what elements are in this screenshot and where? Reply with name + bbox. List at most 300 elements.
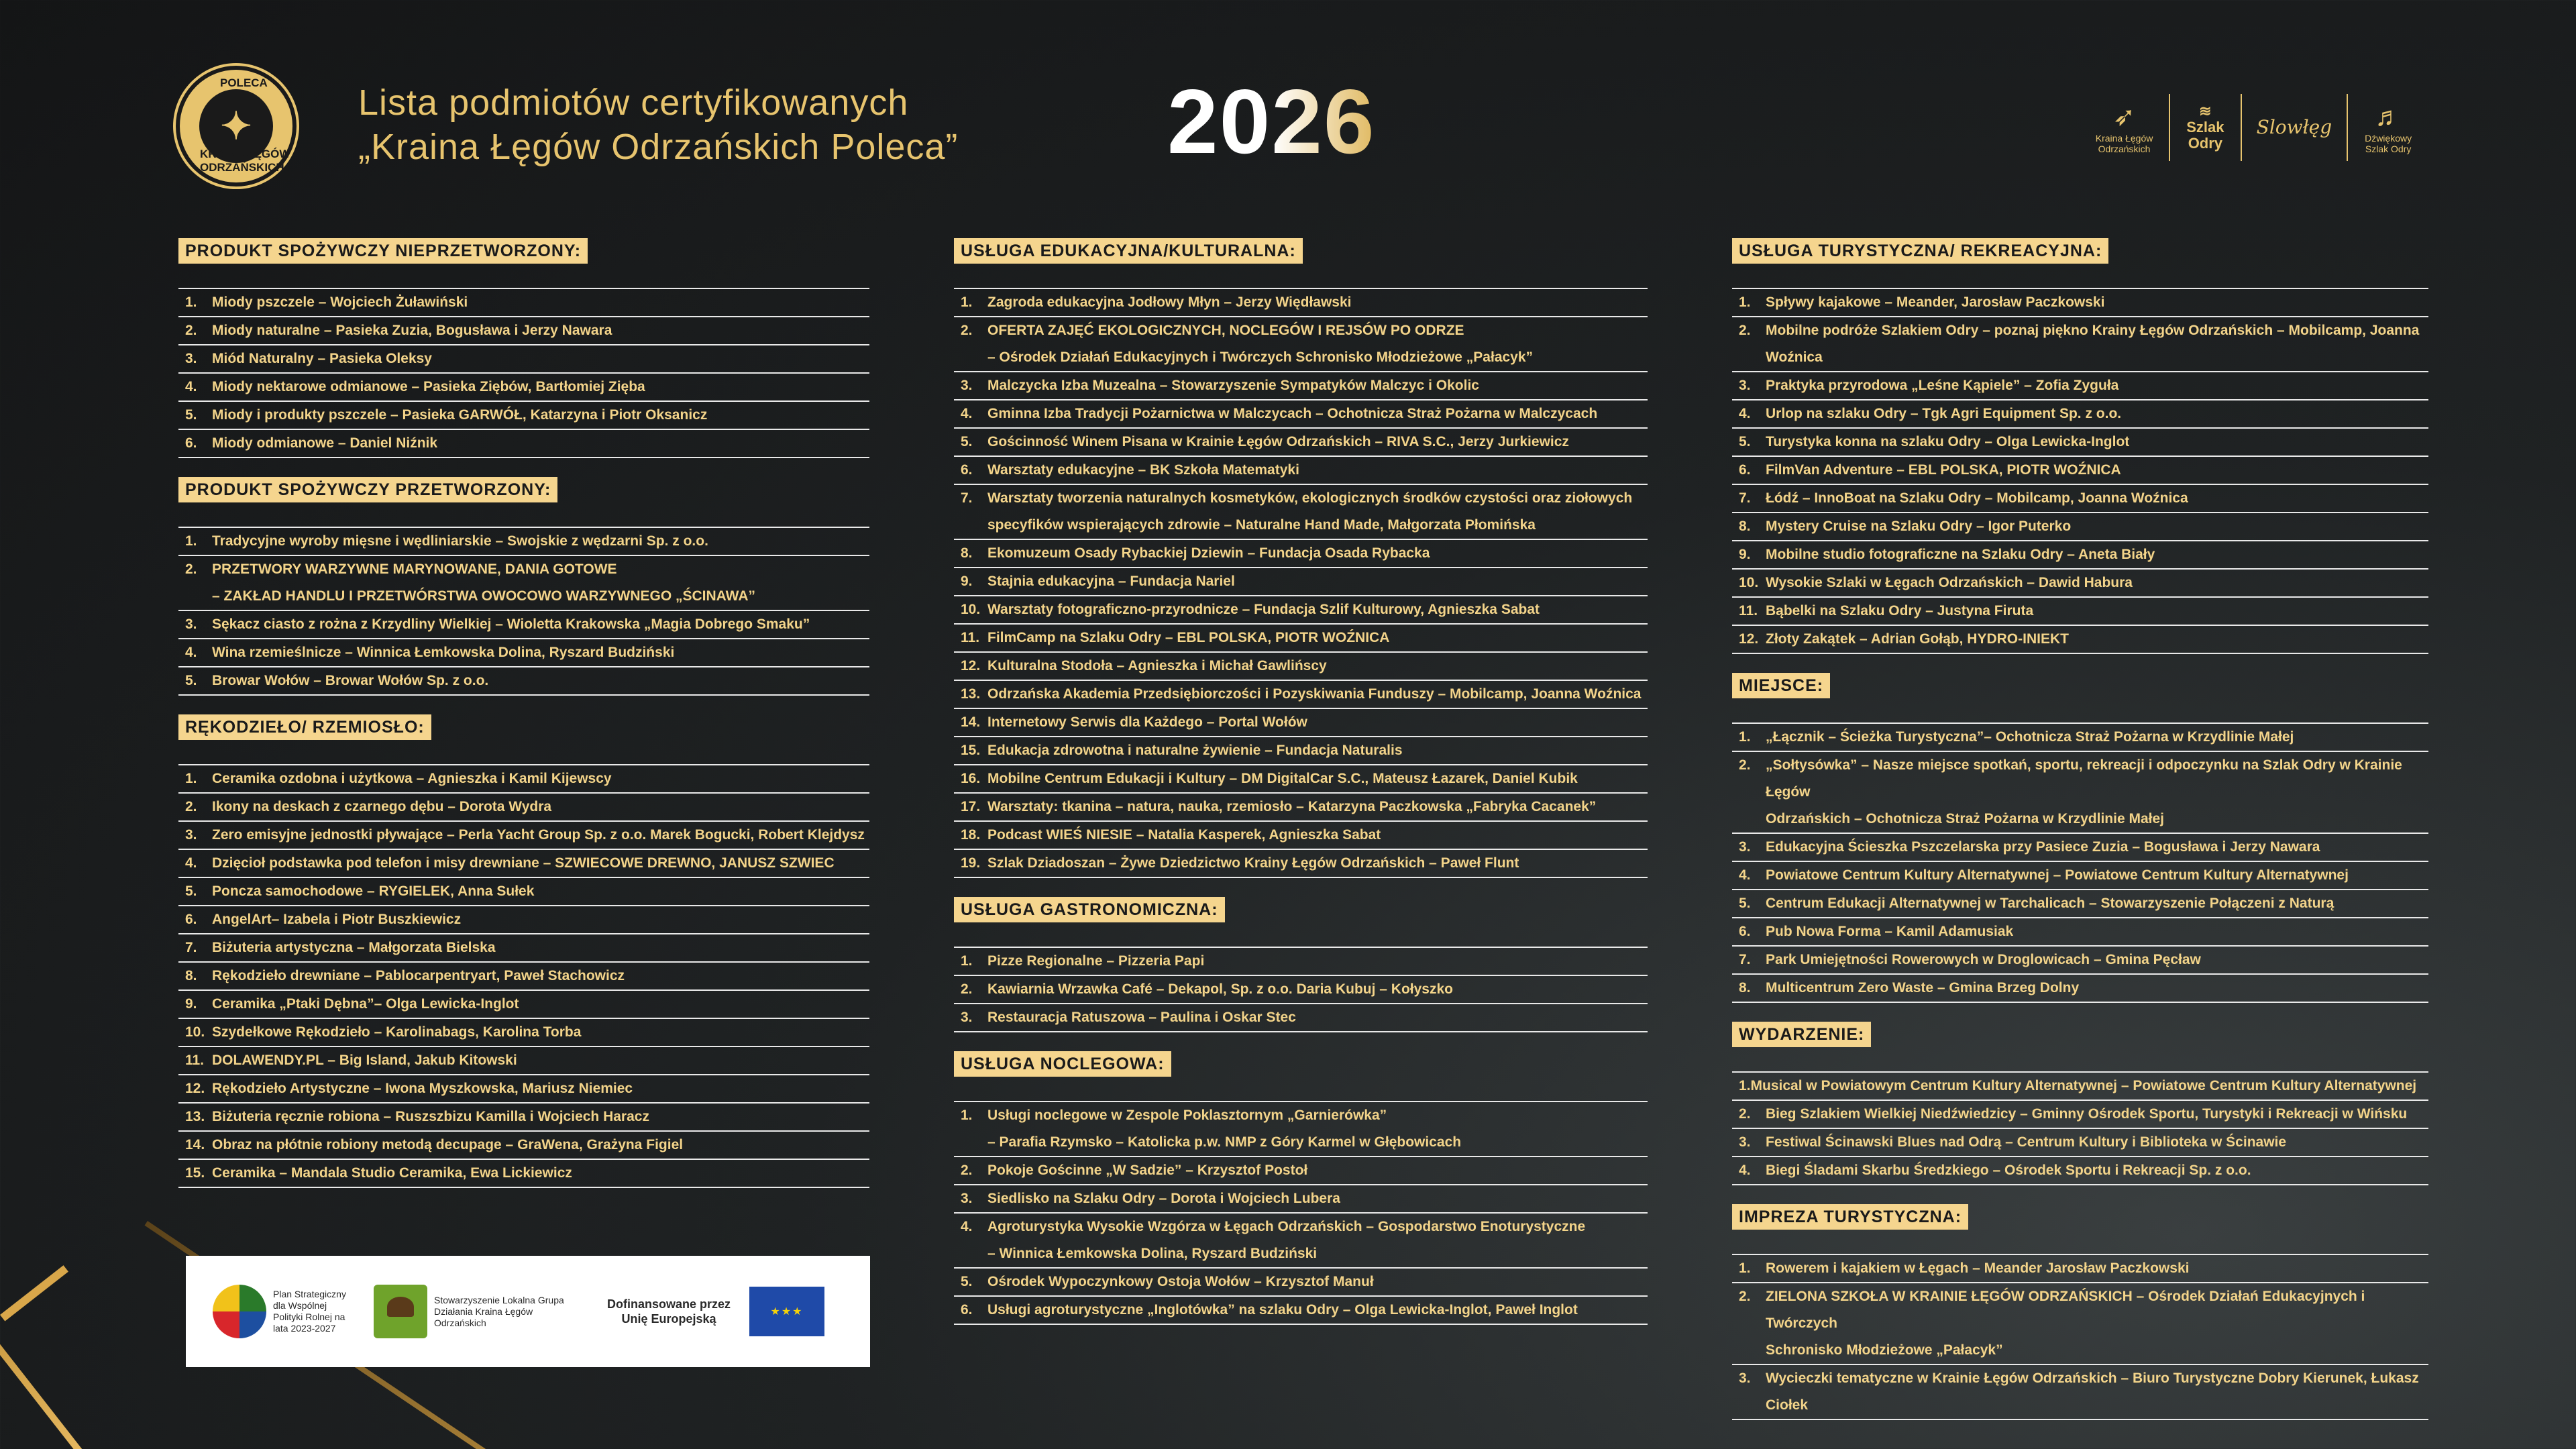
- item-text: Bieg Szlakiem Wielkiej Niedźwiedzicy – Gminny Ośrodek Sportu, Turystyki i Rekreacji w Wińsku: [1766, 1106, 2408, 1122]
- item-text: Warsztaty fotograficzno-przyrodnicze – Fundacja Szlif Kulturowy, Agnieszka Sabat: [987, 602, 1540, 617]
- item-number: 4.: [185, 379, 197, 394]
- partner-logo: [2080, 94, 2169, 161]
- list-item: [1732, 400, 2428, 429]
- item-number: 1.: [961, 294, 973, 310]
- category-title: USŁUGA GASTRONOMICZNA:: [954, 897, 1225, 922]
- item-text: „Łącznik – Ścieżka Turystyczna”– Ochotnicza Straż Pożarna w Krzydlinie Małej: [1766, 729, 2294, 745]
- item-number: 1.: [1739, 294, 1751, 310]
- item-number: 19.: [961, 855, 981, 871]
- category-section: [954, 1051, 1648, 1325]
- item-text: Mystery Cruise na Szlaku Odry – Igor Puterko: [1766, 519, 2072, 534]
- item-text: 1.Musical w Powiatowym Centrum Kultury Alternatywnej – Powiatowe Centrum Kultury Alternatywnej: [1739, 1078, 2417, 1093]
- category-section: [1732, 673, 2428, 1003]
- category-title: PRODUKT SPOŻYWCZY NIEPRZETWORZONY:: [178, 238, 588, 264]
- category-title: USŁUGA TURYSTYCZNA/ REKREACYJNA:: [1732, 238, 2108, 264]
- item-number: 6.: [185, 912, 197, 927]
- list-item: [954, 1157, 1648, 1185]
- bird-icon: ➶: [2112, 102, 2136, 131]
- list-item: [1732, 918, 2428, 947]
- item-number: 13.: [961, 686, 981, 702]
- item-text: ZIELONA SZKOŁA W KRAINIE ŁĘGÓW ODRZAŃSKICH – Ośrodek Działań Edukacyjnych i Twórczych Schronisko Młodzieżowe „Pałacyk”: [1766, 1289, 2365, 1358]
- list-item: [1732, 1157, 2428, 1185]
- category-section: [178, 238, 869, 458]
- item-number: 4.: [1739, 1163, 1751, 1178]
- item-number: 8.: [961, 545, 973, 561]
- entry-list: [178, 764, 869, 1188]
- item-number: 9.: [1739, 547, 1751, 562]
- item-text: Biegi Śladami Skarbu Średzkiego – Ośrodek Sportu i Rekreacji Sp. z o.o.: [1766, 1163, 2251, 1178]
- item-number: 5.: [961, 1274, 973, 1289]
- entry-list: [1732, 1071, 2428, 1185]
- kraina-poleca-logo: [176, 66, 297, 186]
- partner-logo: [2347, 94, 2428, 161]
- item-number: 2.: [961, 981, 973, 997]
- item-number: 7.: [1739, 952, 1751, 967]
- list-item: [954, 765, 1648, 794]
- item-number: 2.: [185, 561, 197, 577]
- item-text: Miody nektarowe odmianowe – Pasieka Ziębów, Bartłomiej Zięba: [212, 379, 645, 394]
- item-text: Siedlisko na Szlaku Odry – Dorota i Wojciech Lubera: [987, 1191, 1340, 1206]
- item-number: 4.: [1739, 406, 1751, 421]
- item-number: 3.: [1739, 1371, 1751, 1386]
- item-text: FilmVan Adventure – EBL POLSKA, PIOTR WOŹNICA: [1766, 462, 2121, 478]
- item-number: 1.: [961, 1108, 973, 1123]
- entry-list: [178, 527, 869, 696]
- item-text: Agroturystyka Wysokie Wzgórza w Łęgach Odrzańskich – Gospodarstwo Enoturystyczne – Winnica Łemkowska Dolina, Ryszard Budziński: [987, 1219, 1586, 1261]
- partner-label: Slowłęg: [2256, 116, 2332, 138]
- list-item: [954, 976, 1648, 1004]
- list-item: [1732, 513, 2428, 541]
- list-item: [954, 850, 1648, 878]
- year-label: 2026: [1167, 70, 1376, 172]
- item-number: 3.: [961, 1191, 973, 1206]
- item-text: Miód Naturalny – Pasieka Oleksy: [212, 351, 432, 366]
- item-text: Wysokie Szlaki w Łęgach Odrzańskich – Dawid Habura: [1766, 575, 2133, 590]
- list-item: [178, 402, 869, 430]
- list-item: [1732, 1255, 2428, 1283]
- item-number: 2.: [185, 323, 197, 338]
- list-item: [178, 765, 869, 794]
- category-title: MIEJSCE:: [1732, 673, 1830, 698]
- item-number: 5.: [961, 434, 973, 449]
- list-item: [954, 1102, 1648, 1157]
- entry-list: [1732, 288, 2428, 654]
- item-text: Ośrodek Wypoczynkowy Ostoja Wołów – Krzysztof Manuł: [987, 1274, 1374, 1289]
- list-item: [954, 1185, 1648, 1214]
- item-number: 2.: [1739, 757, 1751, 773]
- item-text: Turystyka konna na szlaku Odry – Olga Lewicka-Inglot: [1766, 434, 2130, 449]
- item-number: 3.: [185, 616, 197, 632]
- item-text: Urlop na szlaku Odry – Tgk Agri Equipment Sp. z o.o.: [1766, 406, 2122, 421]
- item-text: Ceramika – Mandala Studio Ceramika, Ewa Lickiewicz: [212, 1165, 572, 1181]
- list-item: [954, 1269, 1648, 1297]
- list-item: [954, 485, 1648, 540]
- item-number: 4.: [961, 1219, 973, 1234]
- list-item: [954, 1297, 1648, 1325]
- list-item: [1732, 890, 2428, 918]
- item-number: 1.: [961, 953, 973, 969]
- list-item: [954, 372, 1648, 400]
- item-number: 3.: [961, 378, 973, 393]
- list-item: [1732, 626, 2428, 654]
- list-item: [1732, 947, 2428, 975]
- list-item: [954, 596, 1648, 625]
- item-number: 11.: [1739, 603, 1758, 619]
- category-section: [954, 238, 1648, 878]
- entry-list: [954, 288, 1648, 878]
- list-item: [1732, 862, 2428, 890]
- item-number: 11.: [185, 1053, 205, 1068]
- item-number: 8.: [1739, 980, 1751, 996]
- item-text: Warsztaty: tkanina – natura, nauka, rzemiosło – Katarzyna Paczkowska „Fabryka Cacanek”: [987, 799, 1597, 814]
- entry-list: [954, 1101, 1648, 1325]
- item-text: Sękacz ciasto z rożna z Krzydliny Wielkiej – Wioletta Krakowska „Magia Dobrego Smaku”: [212, 616, 810, 632]
- list-item: [954, 737, 1648, 765]
- category-section: [1732, 1022, 2428, 1185]
- item-text: Festiwal Ścinawski Blues nad Odrą – Centrum Kultury i Biblioteka w Ścinawie: [1766, 1134, 2287, 1150]
- item-number: 7.: [961, 490, 973, 506]
- partner-logo: [2241, 94, 2347, 161]
- category-section: [1732, 1204, 2428, 1420]
- item-text: „Sołtysówka” – Nasze miejsce spotkań, sportu, rekreacji i odpoczynku na Szlak Odry w Krainie Łęgów Odrzańskich – Ochotnicza Straż Pożarna w Krzydlinie Małej: [1766, 757, 2402, 826]
- list-item: [1732, 752, 2428, 834]
- list-item: [1732, 1129, 2428, 1157]
- list-item: [178, 963, 869, 991]
- item-number: 2.: [961, 1163, 973, 1178]
- column-2: [954, 238, 1648, 1344]
- item-text: Powiatowe Centrum Kultury Alternatywnej – Powiatowe Centrum Kultury Alternatywnej: [1766, 867, 2349, 883]
- item-text: Łódź – InnoBoat na Szlaku Odry – Mobilcamp, Joanna Woźnica: [1766, 490, 2188, 506]
- list-item: [178, 374, 869, 402]
- partner-logo: [2169, 94, 2241, 161]
- list-item: [954, 794, 1648, 822]
- partner-logos: [2080, 87, 2428, 168]
- item-number: 3.: [1739, 1134, 1751, 1150]
- category-title: RĘKODZIEŁO/ RZEMIOSŁO:: [178, 714, 431, 740]
- lgd-logo: [374, 1285, 568, 1338]
- item-number: 3.: [1739, 839, 1751, 855]
- list-item: [178, 1104, 869, 1132]
- list-item: [954, 289, 1648, 317]
- list-item: [178, 934, 869, 963]
- item-number: 8.: [1739, 519, 1751, 534]
- item-text: Miody i produkty pszczele – Pasieka GARWÓŁ, Katarzyna i Piotr Oksanicz: [212, 407, 708, 423]
- item-text: PRZETWORY WARZYWNE MARYNOWANE, DANIA GOTOWE – ZAKŁAD HANDLU I PRZETWÓRSTWA OWOCOWO WARZYWNEGO „ŚCINAWA”: [212, 561, 756, 604]
- page-title: [358, 80, 958, 169]
- logo-text-top: POLECA: [220, 76, 268, 89]
- item-number: 1.: [185, 294, 197, 310]
- item-text: Usługi noclegowe w Zespole Poklasztornym „Garnierówka” – Parafia Rzymsko – Katolicka p.w. NMP z Góry Karmel w Głębowicach: [987, 1108, 1462, 1150]
- item-number: 5.: [1739, 434, 1751, 449]
- item-text: Usługi agroturystyczne „Inglotówka” na szlaku Odry – Olga Lewicka-Inglot, Paweł Inglot: [987, 1302, 1578, 1318]
- partner-label: Kraina Łęgów Odrzańskich: [2095, 133, 2153, 154]
- list-item: [178, 639, 869, 667]
- list-item: [178, 991, 869, 1019]
- item-number: 1.: [1739, 729, 1751, 745]
- item-number: 14.: [185, 1137, 205, 1152]
- item-text: Restauracja Ratuszowa – Paulina i Oskar Stec: [987, 1010, 1296, 1025]
- list-item: [1732, 570, 2428, 598]
- list-item: [1732, 1073, 2428, 1101]
- item-number: 3.: [1739, 378, 1751, 393]
- lgd-label: Stowarzyszenie Lokalna Grupa Działania Kraina Łęgów Odrzańskich: [434, 1294, 564, 1328]
- item-number: 15.: [961, 743, 981, 758]
- decorative-stripe: [0, 1265, 68, 1321]
- list-item: [1732, 317, 2428, 372]
- item-text: Złoty Zakątek – Adrian Gołąb, HYDRO-INIEKT: [1766, 631, 2069, 647]
- item-text: Biżuteria artystyczna – Małgorzata Bielska: [212, 940, 496, 955]
- list-item: [954, 1214, 1648, 1269]
- item-text: Kulturalna Stodoła – Agnieszka i Michał Gawlińscy: [987, 658, 1327, 674]
- item-number: 14.: [961, 714, 981, 730]
- item-number: 4.: [1739, 867, 1751, 883]
- list-item: [178, 850, 869, 878]
- item-text: Kawiarnia Wrzawka Café – Dekapol, Sp. z o.o. Daria Kubuj – Kołyszko: [987, 981, 1453, 997]
- list-item: [178, 528, 869, 556]
- entry-list: [178, 288, 869, 458]
- list-item: [954, 568, 1648, 596]
- item-text: Miody pszczele – Wojciech Żuławiński: [212, 294, 468, 310]
- item-text: Internetowy Serwis dla Każdego – Portal Wołów: [987, 714, 1307, 730]
- list-item: [954, 317, 1648, 372]
- entry-list: [954, 947, 1648, 1032]
- list-item: [178, 1019, 869, 1047]
- category-section: [1732, 238, 2428, 654]
- item-text: Ekomuzeum Osady Rybackiej Dziewin – Fundacja Osada Rybacka: [987, 545, 1430, 561]
- item-number: 1.: [185, 533, 197, 549]
- item-text: Ikony na deskach z czarnego dębu – Dorota Wydra: [212, 799, 552, 814]
- item-number: 8.: [185, 968, 197, 983]
- list-item: [1732, 1283, 2428, 1365]
- item-text: Mobilne podróże Szlakiem Odry – poznaj piękno Krainy Łęgów Odrzańskich – Mobilcamp, Joanna Woźnica: [1766, 323, 2420, 365]
- category-section: [178, 477, 869, 696]
- item-text: Spływy kajakowe – Meander, Jarosław Paczkowski: [1766, 294, 2105, 310]
- item-number: 2.: [185, 799, 197, 814]
- funding-logos: [186, 1256, 870, 1367]
- list-item: [178, 794, 869, 822]
- item-number: 4.: [961, 406, 973, 421]
- item-number: 2.: [1739, 1289, 1751, 1304]
- item-number: 6.: [961, 1302, 973, 1318]
- item-number: 11.: [961, 630, 980, 645]
- list-item: [1732, 1101, 2428, 1129]
- list-item: [954, 400, 1648, 429]
- item-text: Miody odmianowe – Daniel Niźnik: [212, 435, 438, 451]
- item-text: Malczycka Izba Muzealna – Stowarzyszenie Sympatyków Malczyc i Okolic: [987, 378, 1479, 393]
- item-number: 6.: [185, 435, 197, 451]
- item-number: 6.: [961, 462, 973, 478]
- list-item: [178, 317, 869, 345]
- item-text: Browar Wołów – Browar Wołów Sp. z o.o.: [212, 673, 489, 688]
- category-title: USŁUGA NOCLEGOWA:: [954, 1051, 1171, 1077]
- item-text: Ceramika ozdobna i użytkowa – Agnieszka i Kamil Kijewscy: [212, 771, 612, 786]
- item-number: 9.: [961, 574, 973, 589]
- item-number: 16.: [961, 771, 981, 786]
- item-number: 2.: [1739, 1106, 1751, 1122]
- list-item: [178, 345, 869, 374]
- item-text: Zero emisyjne jednostki pływające – Perla Yacht Group Sp. z o.o. Marek Bogucki, Robert Klejdysz: [212, 827, 865, 843]
- item-text: Mobilne Centrum Edukacji i Kultury – DM DigitalCar S.C., Mateusz Łazarek, Daniel Kubik: [987, 771, 1578, 786]
- list-item: [954, 709, 1648, 737]
- item-text: FilmCamp na Szlaku Odry – EBL POLSKA, PIOTR WOŹNICA: [987, 630, 1390, 645]
- item-number: 5.: [185, 673, 197, 688]
- item-number: 2.: [961, 323, 973, 338]
- item-number: 4.: [185, 645, 197, 660]
- item-number: 6.: [1739, 462, 1751, 478]
- item-text: Zagroda edukacyjna Jodłowy Młyn – Jerzy Więdławski: [987, 294, 1352, 310]
- list-item: [1732, 289, 2428, 317]
- item-number: 12.: [185, 1081, 205, 1096]
- item-text: Biżuteria ręcznie robiona – Ruszszbizu Kamilla i Wojciech Haracz: [212, 1109, 649, 1124]
- item-number: 17.: [961, 799, 981, 814]
- list-item: [178, 906, 869, 934]
- bird-icon: ✦: [199, 89, 273, 163]
- psp-label: Plan Strategiczny dla Wspólnej Polityki Rolnej na lata 2023-2027: [273, 1289, 346, 1334]
- item-text: Stajnia edukacyjna – Fundacja Nariel: [987, 574, 1235, 589]
- item-text: DOLAWENDY.PL – Big Island, Jakub Kitowski: [212, 1053, 517, 1068]
- list-item: [1732, 975, 2428, 1003]
- title-line-2: „Kraina Łęgów Odrzańskich Poleca”: [358, 127, 959, 167]
- item-text: Wycieczki tematyczne w Krainie Łęgów Odrzańskich – Biuro Turystyczne Dobry Kierunek, Łukasz Ciołek: [1766, 1371, 2419, 1413]
- list-item: [954, 457, 1648, 485]
- list-item: [178, 430, 869, 458]
- item-number: 12.: [961, 658, 981, 674]
- eu-flag-icon: ★★★: [749, 1287, 824, 1336]
- item-text: Miody naturalne – Pasieka Zuzia, Bogusława i Jerzy Nawara: [212, 323, 612, 338]
- item-text: Szydełkowe Rękodzieło – Karolinabags, Karolina Torba: [212, 1024, 582, 1040]
- list-item: [178, 1075, 869, 1104]
- list-item: [1732, 429, 2428, 457]
- item-text: Obraz na płótnie robiony metodą decupage – GraWena, Grażyna Figiel: [212, 1137, 684, 1152]
- item-text: Podcast WIEŚ NIESIE – Natalia Kasperek, Agnieszka Sabat: [987, 827, 1381, 843]
- item-number: 12.: [1739, 631, 1759, 647]
- list-item: [954, 429, 1648, 457]
- list-item: [178, 822, 869, 850]
- entry-list: [1732, 722, 2428, 1003]
- list-item: [1732, 724, 2428, 752]
- item-text: Ceramika „Ptaki Dębna”– Olga Lewicka-Inglot: [212, 996, 519, 1012]
- list-item: [178, 878, 869, 906]
- item-text: Multicentrum Zero Waste – Gmina Brzeg Dolny: [1766, 980, 2080, 996]
- item-text: OFERTA ZAJĘĆ EKOLOGICZNYCH, NOCLEGÓW I REJSÓW PO ODRZE – Ośrodek Działań Edukacyjnych i Twórczych Schronisko Młodzieżowe „Pałacyk”: [987, 323, 1534, 365]
- item-text: Rowerem i kajakiem w Łęgach – Meander Jarosław Paczkowski: [1766, 1260, 2190, 1276]
- item-text: Warsztaty tworzenia naturalnych kosmetyków, ekologicznych środków czystości oraz ziołowych specyfików wspierających zdrowie – Naturalne Hand Made, Małgorzata Płomińska: [987, 490, 1633, 533]
- category-section: [954, 897, 1648, 1032]
- item-number: 2.: [1739, 323, 1751, 338]
- item-number: 1.: [185, 771, 197, 786]
- item-number: 10.: [185, 1024, 205, 1040]
- item-text: Odrzańska Akademia Przedsiębiorczości i Pozyskiwania Funduszy – Mobilcamp, Joanna Woźnica: [987, 686, 1642, 702]
- title-line-1: Lista podmiotów certyfikowanych: [358, 83, 909, 123]
- logo-text-bottom: KRAINA ŁĘGÓW ODRZAŃSKICH: [200, 148, 290, 174]
- item-text: Edukacyjna Ścieszka Pszczelarska przy Pasiece Zuzia – Bogusława i Jerzy Nawara: [1766, 839, 2320, 855]
- owl-icon: ♬: [2375, 102, 2402, 131]
- item-number: 10.: [961, 602, 981, 617]
- category-title: PRODUKT SPOŻYWCZY PRZETWORZONY:: [178, 477, 557, 502]
- list-item: [178, 611, 869, 639]
- szlak-odry-icon: ≋: [2199, 103, 2212, 119]
- item-number: 9.: [185, 996, 197, 1012]
- partner-label: Szlak Odry: [2186, 119, 2224, 152]
- item-text: Praktyka przyrodowa „Leśne Kąpiele” – Zofia Zyguła: [1766, 378, 2119, 393]
- wpr-icon: [213, 1285, 266, 1338]
- category-title: WYDARZENIE:: [1732, 1022, 1871, 1047]
- list-item: [178, 556, 869, 611]
- item-number: 3.: [961, 1010, 973, 1025]
- psp-logo: [213, 1285, 347, 1338]
- partner-label: Dźwiękowy Szlak Odry: [2365, 133, 2412, 154]
- item-number: 1.: [1739, 1260, 1751, 1276]
- list-item: [954, 948, 1648, 976]
- item-number: 13.: [185, 1109, 205, 1124]
- category-title: IMPREZA TURYSTYCZNA:: [1732, 1204, 1968, 1230]
- item-number: 3.: [185, 827, 197, 843]
- list-item: [954, 681, 1648, 709]
- item-text: Rękodzieło drewniane – Pablocarpentryart, Paweł Stachowicz: [212, 968, 625, 983]
- list-item: [1732, 541, 2428, 570]
- item-number: 18.: [961, 827, 981, 843]
- list-item: [1732, 598, 2428, 626]
- item-number: 15.: [185, 1165, 205, 1181]
- list-item: [1732, 1365, 2428, 1420]
- list-item: [1732, 834, 2428, 862]
- entry-list: [1732, 1254, 2428, 1420]
- item-number: 5.: [185, 407, 197, 423]
- item-number: 5.: [1739, 896, 1751, 911]
- item-text: Bąbelki na Szlaku Odry – Justyna Firuta: [1766, 603, 2034, 619]
- column-3: [1732, 238, 2428, 1439]
- list-item: [178, 1132, 869, 1160]
- item-number: 10.: [1739, 575, 1759, 590]
- item-text: Gościnność Winem Pisana w Krainie Łęgów Odrzańskich – RIVA S.C., Jerzy Jurkiewicz: [987, 434, 1569, 449]
- list-item: [178, 1047, 869, 1075]
- item-number: 6.: [1739, 924, 1751, 939]
- list-item: [1732, 372, 2428, 400]
- list-item: [178, 289, 869, 317]
- item-text: Tradycyjne wyroby mięsne i wędliniarskie – Swojskie z wędzarni Sp. z o.o.: [212, 533, 708, 549]
- list-item: [1732, 485, 2428, 513]
- item-number: 7.: [1739, 490, 1751, 506]
- item-text: Wina rzemieślnicze – Winnica Łemkowska Dolina, Ryszard Budziński: [212, 645, 675, 660]
- item-text: Centrum Edukacji Alternatywnej w Tarchalicach – Stowarzyszenie Połączeni z Naturą: [1766, 896, 2334, 911]
- item-text: Edukacja zdrowotna i naturalne żywienie – Fundacja Naturalis: [987, 743, 1403, 758]
- item-text: Pizze Regionalne – Pizzeria Papi: [987, 953, 1205, 969]
- category-title: USŁUGA EDUKACYJNA/KULTURALNA:: [954, 238, 1303, 264]
- item-number: 3.: [185, 351, 197, 366]
- item-text: Gminna Izba Tradycji Pożarnictwa w Malczycach – Ochotnicza Straż Pożarna w Malczycach: [987, 406, 1598, 421]
- column-1: [178, 238, 869, 1207]
- item-text: Dzięcioł podstawka pod telefon i misy drewniane – SZWIECOWE DREWNO, JANUSZ SZWIEC: [212, 855, 835, 871]
- item-text: Rękodzieło Artystyczne – Iwona Myszkowska, Mariusz Niemiec: [212, 1081, 633, 1096]
- eu-logo: [595, 1287, 824, 1336]
- eu-label: Dofinansowane przez Unię Europejską: [606, 1297, 731, 1326]
- list-item: [954, 540, 1648, 568]
- list-item: [1732, 457, 2428, 485]
- list-item: [954, 822, 1648, 850]
- item-text: Warsztaty edukacyjne – BK Szkoła Matematyki: [987, 462, 1299, 478]
- item-number: 7.: [185, 940, 197, 955]
- item-text: Szlak Dziadoszan – Żywe Dziedzictwo Krainy Łęgów Odrzańskich – Paweł Flunt: [987, 855, 1519, 871]
- list-item: [954, 653, 1648, 681]
- item-text: Park Umiejętności Rowerowych w Droglowicach – Gmina Pęcław: [1766, 952, 2201, 967]
- item-text: AngelArt– Izabela i Piotr Buszkiewicz: [212, 912, 462, 927]
- list-item: [954, 625, 1648, 653]
- item-text: Poncza samochodowe – RYGIELEK, Anna Sułek: [212, 883, 535, 899]
- item-text: Pokoje Gościnne „W Sadzie” – Krzysztof Postoł: [987, 1163, 1308, 1178]
- item-text: Mobilne studio fotograficzne na Szlaku Odry – Aneta Biały: [1766, 547, 2155, 562]
- category-section: [178, 714, 869, 1188]
- list-item: [178, 667, 869, 696]
